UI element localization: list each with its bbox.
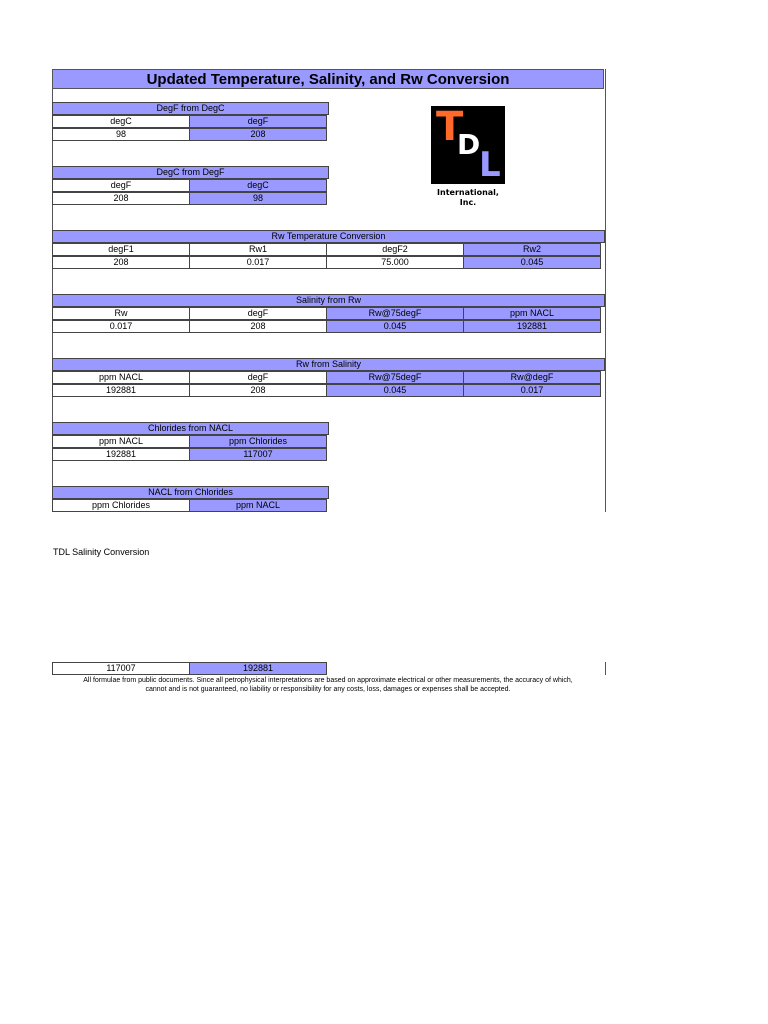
column-label: degF [189, 115, 327, 128]
column-label: ppm Chlorides [189, 435, 327, 448]
page-title: Updated Temperature, Salinity, and Rw Conversion [52, 69, 604, 89]
result-cell: 98 [189, 192, 327, 205]
column-label: degC [52, 115, 190, 128]
disclaimer [52, 676, 604, 694]
column-label: ppm NACL [52, 371, 190, 384]
input-cell[interactable]: 117007 [52, 662, 190, 675]
result-cell: 0.045 [463, 256, 601, 269]
rw-temperature-header-row [52, 230, 604, 243]
input-cell[interactable]: 208 [189, 320, 327, 333]
result-cell: 192881 [463, 320, 601, 333]
nacl-from-chlorides-value-row [52, 662, 326, 675]
logo-letter-t: T [436, 104, 464, 150]
chlorides-from-nacl-header-row [52, 422, 328, 435]
rw-temperature-label-row [52, 243, 600, 256]
salinity-from-rw-value-row [52, 320, 600, 333]
section-header: Salinity from Rw [52, 294, 605, 307]
column-label: Rw2 [463, 243, 601, 256]
salinity-from-rw-header-row [52, 294, 604, 307]
input-cell[interactable]: 208 [189, 384, 327, 397]
column-label: Rw@75degF [326, 371, 464, 384]
input-cell[interactable]: 75.000 [326, 256, 464, 269]
nacl-from-chlorides-label-row [52, 499, 326, 512]
result-cell: 117007 [189, 448, 327, 461]
section-header: NACL from Chlorides [52, 486, 329, 499]
logo-letter-d: D [457, 128, 481, 161]
rw-from-salinity-label-row [52, 371, 600, 384]
column-label: degF1 [52, 243, 190, 256]
chlorides-from-nacl-label-row [52, 435, 326, 448]
section-header: Chlorides from NACL [52, 422, 329, 435]
column-label: ppm NACL [189, 499, 327, 512]
degc-from-degf-header-row [52, 166, 328, 179]
degc-from-degf-label-row [52, 179, 326, 192]
column-label: Rw1 [189, 243, 327, 256]
column-label: degF [189, 371, 327, 384]
logo-letter-l: L [479, 145, 501, 185]
input-cell[interactable]: 208 [52, 192, 190, 205]
result-cell: 0.017 [463, 384, 601, 397]
section-header: DegC from DegF [52, 166, 329, 179]
disclaimer-line1: All formulae from public documents. Since all petrophysical interpretations are based on approximate electrical or other measurements, the accuracy of which, [83, 677, 573, 684]
rw-from-salinity-header-row [52, 358, 604, 371]
degf-from-degc-value-row [52, 128, 326, 141]
result-cell: 0.045 [326, 384, 464, 397]
column-label: degC [189, 179, 327, 192]
logo-caption-line2: Inc. [459, 198, 477, 207]
column-label: Rw@degF [463, 371, 601, 384]
input-cell[interactable]: 192881 [52, 448, 190, 461]
degf-from-degc-label-row [52, 115, 326, 128]
rw-from-salinity-value-row [52, 384, 600, 397]
column-label: degF [189, 307, 327, 320]
logo-caption-line1: International, [437, 188, 499, 197]
column-label: ppm Chlorides [52, 499, 190, 512]
column-label: degF [52, 179, 190, 192]
page-footer: TDL Salinity Conversion [53, 547, 150, 557]
salinity-from-rw-label-row [52, 307, 600, 320]
input-cell[interactable]: 208 [52, 256, 190, 269]
column-label: ppm NACL [463, 307, 601, 320]
result-cell: 208 [189, 128, 327, 141]
result-cell: 192881 [189, 662, 327, 675]
nacl-from-chlorides-header-row [52, 486, 328, 499]
section-header: Rw from Salinity [52, 358, 605, 371]
input-cell[interactable]: 0.017 [52, 320, 190, 333]
column-label: Rw [52, 307, 190, 320]
result-cell: 0.045 [326, 320, 464, 333]
degc-from-degf-value-row [52, 192, 326, 205]
rw-temperature-value-row [52, 256, 600, 269]
disclaimer-line2: cannot and is not guaranteed, no liability or responsibility for any costs, loss, damages or expenses shall be accepted. [145, 686, 511, 693]
column-label: Rw@75degF [326, 307, 464, 320]
input-cell[interactable]: 98 [52, 128, 190, 141]
input-cell[interactable]: 192881 [52, 384, 190, 397]
column-label: degF2 [326, 243, 464, 256]
logo-caption [420, 188, 516, 208]
input-cell[interactable]: 0.017 [189, 256, 327, 269]
chlorides-from-nacl-value-row [52, 448, 326, 461]
tdl-logo [431, 106, 505, 184]
section-header: Rw Temperature Conversion [52, 230, 605, 243]
section-header: DegF from DegC [52, 102, 329, 115]
degf-from-degc-header-row [52, 102, 328, 115]
column-label: ppm NACL [52, 435, 190, 448]
